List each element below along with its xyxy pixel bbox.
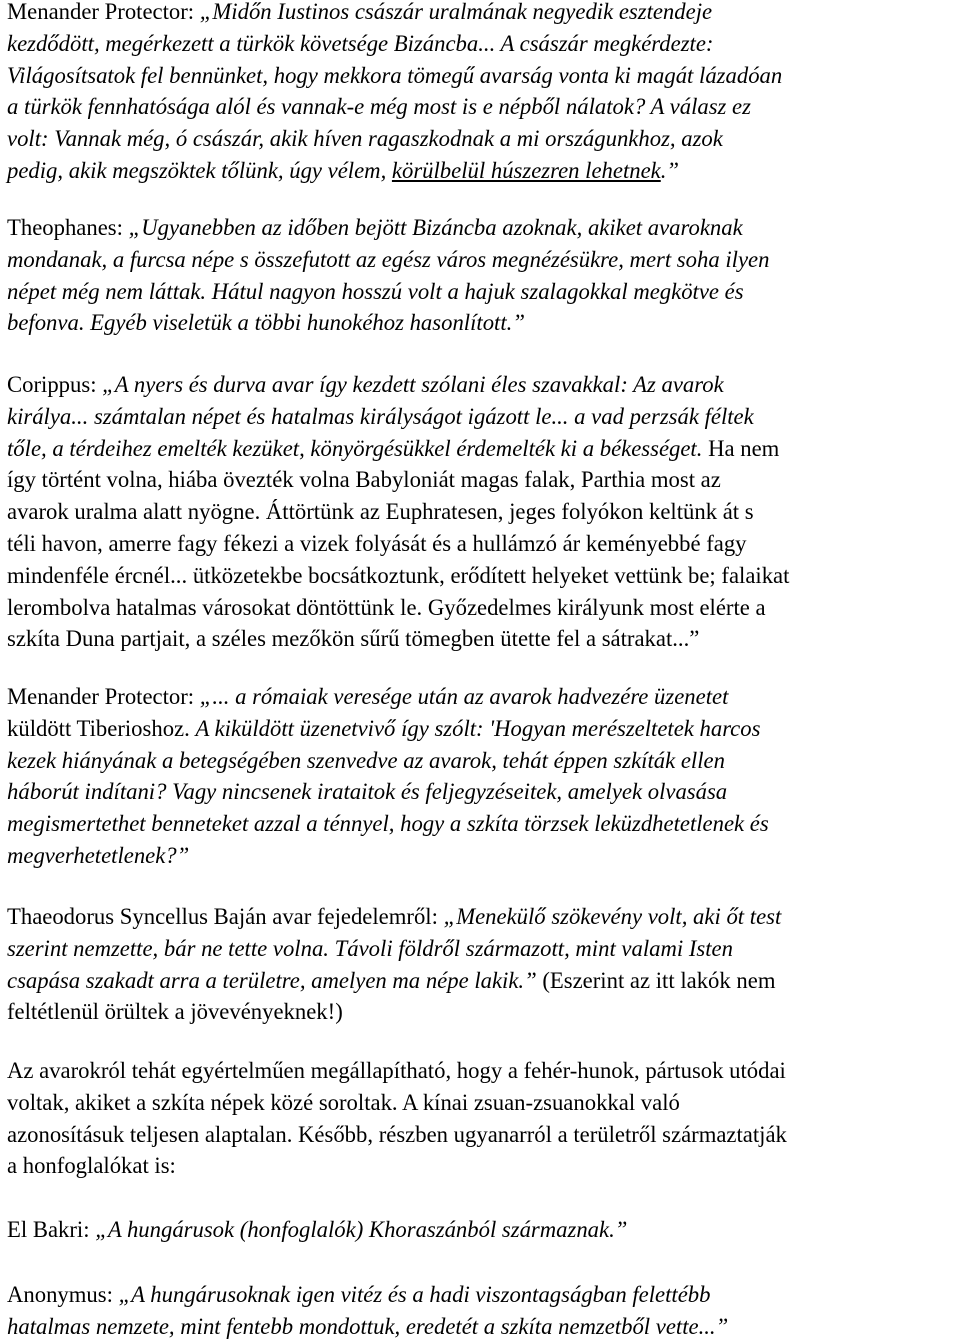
text-line xyxy=(7,996,781,1028)
text-line xyxy=(7,1150,787,1182)
text-segment: körülbelül húszezren lehetnek xyxy=(391,157,661,183)
text-line xyxy=(7,808,769,840)
text-segment: voltak, akiket a szkíta népek közé soroltak. A kínai zsuan-zsuanokkal való xyxy=(7,1089,680,1115)
text-segment: „... a rómaiak veresége után az avarok hadvezére üzenetet xyxy=(199,684,729,709)
text-line xyxy=(7,155,782,187)
text-segment: népet még nem láttak. Hátul nagyon hosszú volt a hajuk szalagokkal megkötve és xyxy=(7,278,744,304)
text-segment: küldött Tiberioshoz. xyxy=(7,715,196,741)
text-segment: Áttörtünk az Euphratesen, jeges folyókon keltünk át s xyxy=(265,499,754,525)
text-line xyxy=(7,60,782,92)
text-line xyxy=(7,901,781,933)
text-segment: „A hungárusoknak igen vitéz és a hadi viszontagságban felettébb xyxy=(118,1282,711,1307)
paragraph-menander-1 xyxy=(7,0,782,187)
text-line xyxy=(7,592,789,624)
text-line xyxy=(7,28,782,60)
text-segment: feltétlenül örültek a jövevényeknek!) xyxy=(7,999,343,1025)
paragraph-anonymus xyxy=(7,1279,728,1343)
text-line xyxy=(7,528,789,560)
text-line xyxy=(7,1055,787,1087)
text-line xyxy=(7,496,789,528)
text-segment: Az avarokról tehát egyértelműen megállapítható, hogy a fehér-hunok, pártusok utódai xyxy=(7,1058,786,1083)
text-line xyxy=(7,0,782,28)
text-line xyxy=(7,212,769,244)
text-line xyxy=(7,464,789,496)
paragraph-corippus xyxy=(7,369,789,655)
text-segment: pedig, akik megszöktek tőlünk, úgy vélem, xyxy=(7,157,392,183)
text-segment: „A hungárusok (honfoglalók) Khoraszánból származnak.” xyxy=(95,1217,628,1242)
text-segment: szkíta Duna partjait, a széles mezőkön sűrű tömegben ütette fel a sátrakat...” xyxy=(7,626,700,652)
text-line xyxy=(7,965,781,997)
text-segment: „Menekülő szökevény volt, aki őt test xyxy=(443,904,782,929)
text-segment: kezdődött, megérkezett a türkök követsége Bizáncba... A császár megkérdezte: xyxy=(7,30,714,56)
text-segment: volt: Vannak még, ó császár, akik híven ragaszkodnak a mi országunkhoz, azok xyxy=(7,126,723,152)
text-segment: azonosításuk teljesen alaptalan. Később, részben ugyanarról a területről származtatják xyxy=(7,1121,787,1147)
text-segment: kezek hiányának a betegségében szenvedve az avarok, tehát éppen szkíták ellen xyxy=(7,747,725,773)
text-segment: csapása szakadt arra a területre, amelyen ma népe lakik.” xyxy=(7,967,543,993)
text-line xyxy=(7,401,789,433)
text-line xyxy=(7,91,782,123)
text-segment: tőle, a térdeihez emelték kezüket, könyörgésükkel érdemelték ki a békességet. xyxy=(7,435,709,461)
text-line xyxy=(7,1311,728,1343)
text-segment: (Eszerint az itt lakók nem xyxy=(542,967,776,993)
text-segment: a türkök fennhatósága alól és vannak-e még most is e népből nálatok? A válasz ez xyxy=(7,94,751,120)
text-segment: Theophanes: xyxy=(7,215,129,240)
text-segment: mindenféle ércnél... ütközetekbe bocsátkoztunk, erődített helyeket vettünk be; falaikat xyxy=(7,562,790,588)
text-segment: Menander Protector: xyxy=(7,684,200,709)
text-line xyxy=(7,776,769,808)
text-segment: „Midőn Iustinos császár uralmának negyedik esztendeje xyxy=(199,0,713,24)
text-segment: „A nyers és durva avar így kezdett szólani éles szavakkal: Az avarok xyxy=(102,372,724,397)
text-segment: királya... számtalan népet és hatalmas királyságot igázott le... a vad perzsák féltek xyxy=(7,403,754,429)
text-segment: avarok uralma alatt nyögne. xyxy=(7,499,266,525)
text-line xyxy=(7,933,781,965)
text-segment: Menander Protector: xyxy=(7,0,200,24)
text-segment: „Ugyanebben az időben bejött Bizáncba azoknak, akiket avaroknak xyxy=(128,215,743,240)
text-line xyxy=(7,713,769,745)
text-line xyxy=(7,369,789,401)
text-segment: Thaeodorus Syncellus Baján avar fejedelemről: xyxy=(7,904,444,929)
text-segment: A kiküldött üzenetvivő így szólt: 'Hogyan merészeltetek harcos xyxy=(195,715,761,741)
text-segment: így történt volna, hiába övezték volna Babyloniát magas falak, Parthia most az xyxy=(7,467,721,493)
paragraph-theodorus xyxy=(7,901,781,1028)
text-segment: mondanak, a furcsa népe s összefutott az egész város megnézésükre, mert soha ilyen xyxy=(7,246,770,272)
text-line xyxy=(7,1279,728,1311)
text-segment: lerombolva hatalmas városokat döntöttünk le. Győzedelmes királyunk most elérte a xyxy=(7,594,766,620)
text-line xyxy=(7,681,769,713)
paragraph-theophanes xyxy=(7,212,769,339)
text-segment: Világosítsatok fel bennünket, hogy mekkora tömegű avarság vonta ki magát lázadóan xyxy=(7,62,783,88)
text-line xyxy=(7,1119,787,1151)
text-segment: .” xyxy=(660,157,680,183)
paragraph-el-bakri xyxy=(7,1214,627,1246)
text-line xyxy=(7,123,782,155)
text-segment: Anonymus: xyxy=(7,1282,119,1307)
text-line xyxy=(7,433,789,465)
text-segment: hatalmas nemzete, mint fentebb mondottuk, eredetét a szkíta nemzetből vette...” xyxy=(7,1313,729,1339)
text-line xyxy=(7,1214,627,1246)
text-segment: befonva. Egyéb viseletük a többi hunokéhoz hasonlított.” xyxy=(7,310,525,336)
text-line xyxy=(7,276,769,308)
text-line xyxy=(7,840,769,872)
text-line xyxy=(7,560,789,592)
text-segment: szerint nemzette, bár ne tette volna. Távoli földről származott, mint valami Isten xyxy=(7,935,733,961)
text-segment: a honfoglalókat is: xyxy=(7,1153,176,1179)
text-segment: Corippus: xyxy=(7,372,103,397)
paragraph-conclusion xyxy=(7,1055,787,1182)
text-segment: El Bakri: xyxy=(7,1217,96,1242)
text-line xyxy=(7,307,769,339)
text-line xyxy=(7,623,789,655)
text-segment: Ha nem xyxy=(708,435,780,461)
text-segment: háborút indítani? Vagy nincsenek irataitok és feljegyzéseitek, amelyek olvasása xyxy=(7,779,728,805)
text-line xyxy=(7,1087,787,1119)
text-segment: megverhetetlenek?” xyxy=(7,842,190,868)
paragraph-menander-2 xyxy=(7,681,769,872)
text-segment: megismertethet benneteket azzal a ténnyel, hogy a szkíta törzsek leküzdhetetlenek és xyxy=(7,811,769,837)
text-line xyxy=(7,745,769,777)
text-line xyxy=(7,244,769,276)
text-segment: téli havon, amerre fagy fékezi a vizek folyását és a hullámzó ár keményebbé fagy xyxy=(7,530,747,556)
